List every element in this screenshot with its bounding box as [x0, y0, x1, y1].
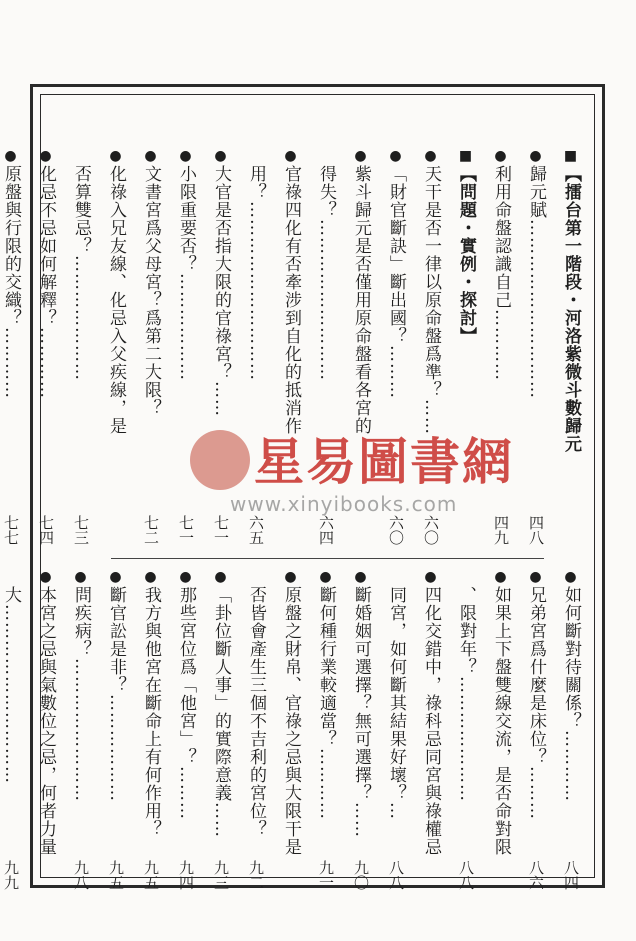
toc-entry-title: 原盤之財帛、官祿之忌與大限干是: [281, 586, 301, 856]
watermark-url: www.xinyibooks.com: [230, 492, 458, 516]
toc-entry-title: 斷官訟是非？………………: [106, 586, 126, 802]
toc-entry: [277, 149, 304, 545]
toc-entry: [102, 149, 129, 545]
toc-entry-title: 兄弟宮爲什麼是床位？………: [526, 586, 546, 820]
toc-entry-title: 天干是否一律以原命盤爲準？……: [421, 165, 441, 435]
toc-entry: [312, 149, 339, 545]
toc-entry-title: 原盤與行限的交織？…………: [1, 165, 21, 399]
inner-frame: [1, 94, 595, 890]
toc-bullet: ●: [354, 148, 367, 164]
toc-page-number: 四八: [527, 515, 545, 545]
toc-entry-title: 四化交錯中，祿科忌同宮與祿權忌: [421, 586, 441, 856]
toc-page-number: 九二: [247, 860, 265, 890]
toc-entry: [487, 570, 514, 890]
toc-bullet: ●: [144, 569, 157, 585]
toc-page-number: 九八: [72, 860, 90, 890]
toc-page-number: 九九: [2, 860, 20, 890]
toc-page-number: 七一: [212, 515, 230, 545]
toc-entry-title: 官祿四化有否牽涉到自化的抵消作: [281, 165, 301, 435]
toc-entry: [382, 570, 409, 890]
toc-entry-title: 大官是否指大限的官祿宮？……: [211, 165, 231, 417]
toc-page-number: 七四: [37, 515, 55, 545]
toc-entry-title: 【問題・實例・探討】: [456, 165, 476, 345]
toc-page-number: 六〇: [387, 515, 405, 545]
toc-entry-title: 斷婚姻可選擇？無可選擇？……: [351, 586, 371, 838]
toc-entry: [0, 149, 24, 545]
toc-entry: [137, 570, 164, 890]
toc-entry-title: 化祿入兄友線、化忌入父疾線，是: [106, 165, 126, 435]
toc-bullet: ●: [494, 569, 507, 585]
toc-entry-title: 如何斷對待關係？…………: [561, 586, 581, 802]
toc-entry-title: 同宮，如何斷其結果好壞？…: [386, 586, 406, 820]
toc-page-number: 七二: [142, 515, 160, 545]
toc-entry-title: 【擂台第一階段・河洛紫微斗數歸元: [561, 165, 581, 453]
toc-entry: [172, 570, 199, 890]
toc-bullet: ■: [458, 148, 473, 164]
toc-entry: [417, 149, 444, 545]
toc-upper-half: [1, 148, 594, 545]
toc-bullet: ●: [179, 569, 192, 585]
toc-entry: [312, 570, 339, 890]
toc-entry-title: 文書宮爲父母宮？爲第二大限？: [141, 165, 161, 417]
toc-page-number: 八六: [527, 860, 545, 890]
toc-entry: [172, 149, 199, 545]
toc-page-number: 六五: [247, 515, 265, 545]
toc-bullet: ●: [214, 148, 227, 164]
toc-page-number: 六〇: [422, 515, 440, 545]
toc-entry: [347, 570, 374, 890]
toc-page-number: 八四: [562, 860, 580, 890]
toc-entry-title: 「卦位斷人事」的實際意義……: [211, 586, 231, 838]
toc-bullet: ●: [494, 148, 507, 164]
toc-bullet: ●: [4, 148, 17, 164]
toc-lower-half: [1, 569, 594, 890]
toc-bullet: ●: [319, 569, 332, 585]
toc-entry-title: 利用命盤認識自己…………: [491, 165, 511, 381]
toc-entry: [32, 570, 59, 890]
toc-bullet: ●: [39, 569, 52, 585]
toc-bullet: ●: [144, 148, 157, 164]
toc-entry: [207, 149, 234, 545]
toc-bullet: ●: [564, 569, 577, 585]
toc-entry-title: 紫斗歸元是否僅用原命盤看各宮的: [351, 165, 371, 435]
toc-entry-title: 本宮之忌與氣數位之忌，何者力量: [36, 586, 56, 856]
toc-bullet: ●: [74, 569, 87, 585]
toc-bullet: ●: [109, 148, 122, 164]
toc-entry: [102, 570, 129, 890]
toc-section-header: [557, 149, 584, 545]
toc-page-number: 九五: [142, 860, 160, 890]
toc-entry: [0, 570, 24, 890]
toc-entry: [382, 149, 409, 545]
toc-bullet: ●: [529, 569, 542, 585]
toc-bullet: ●: [529, 148, 542, 164]
toc-bullet: ●: [424, 569, 437, 585]
toc-page-number: 九一: [317, 860, 335, 890]
toc-page-number: 九五: [107, 860, 125, 890]
toc-entry: [522, 570, 549, 890]
toc-bullet: ■: [563, 148, 578, 164]
toc-page-number: 八八: [457, 860, 475, 890]
toc-entry-title: 如果上下盤雙線交流，是否命對限: [491, 586, 511, 856]
toc-page-number: 九四: [177, 860, 195, 890]
toc-entry-title: 小限重要否？………………: [176, 165, 196, 381]
toc-entry: [557, 570, 584, 890]
toc-entry-title: 、限對年？…………………: [456, 586, 476, 802]
toc-entry-title: 「財官斷訣」斷出國？………: [386, 165, 406, 399]
toc-entry-title: 我方與他宮在斷命上有何作用？: [141, 586, 161, 838]
toc-entry-title: 大…………………………: [1, 586, 21, 784]
toc-page-number: 六四: [317, 515, 335, 545]
toc-bullet: ●: [284, 148, 297, 164]
toc-page-number: 七七: [2, 515, 20, 545]
toc-page-number: 九〇: [352, 860, 370, 890]
toc-page-number: 四九: [492, 515, 510, 545]
watermark-title: 星易圖書網: [254, 432, 514, 491]
toc-bullet: ●: [284, 569, 297, 585]
toc-bullet: ●: [354, 569, 367, 585]
toc-entry: [67, 149, 94, 545]
toc-page-number: 九三: [212, 860, 230, 890]
toc-page-number: 八八: [387, 860, 405, 890]
section-divider: [111, 558, 544, 559]
toc-bullet: ●: [109, 569, 122, 585]
toc-bullet: ●: [424, 148, 437, 164]
toc-entry: [242, 570, 269, 890]
toc-entry-title: 歸元賦…………………………: [526, 165, 546, 399]
toc-entry-title: 問疾病？……………………: [71, 586, 91, 802]
page-frame: [1, 84, 605, 890]
toc-bullet: ●: [179, 148, 192, 164]
toc-entry-title: 化忌不忌如何解釋？…………: [36, 165, 56, 399]
toc-entry: [242, 149, 269, 545]
toc-entry-title: 否算雙忌？…………………: [71, 165, 91, 381]
toc-bullet: ●: [389, 148, 402, 164]
toc-entry-title: 那些宮位爲「他宮」？………: [176, 586, 196, 820]
toc-entry-title: 得失？………………………: [316, 165, 336, 381]
toc-entry: [67, 570, 94, 890]
toc-entry-title: 用？…………………………: [246, 165, 266, 381]
toc-entry: [452, 570, 479, 890]
toc-bullet: ●: [39, 148, 52, 164]
toc-entry: [522, 149, 549, 545]
toc-entry: [417, 570, 444, 890]
toc-entry: [487, 149, 514, 545]
toc-entry: [137, 149, 164, 545]
toc-entry-title: 否皆會產生三個不吉利的宮位？: [246, 586, 266, 838]
toc-entry: [32, 149, 59, 545]
toc-page-number: 七一: [177, 515, 195, 545]
toc-section-header: [452, 149, 479, 545]
toc-bullet: ●: [214, 569, 227, 585]
toc-entry: [207, 570, 234, 890]
toc-entry-title: 斷何種行業較適當？…………: [316, 586, 336, 820]
toc-entry: [347, 149, 374, 545]
toc-page-number: 七三: [72, 515, 90, 545]
toc-entry: [277, 570, 304, 890]
